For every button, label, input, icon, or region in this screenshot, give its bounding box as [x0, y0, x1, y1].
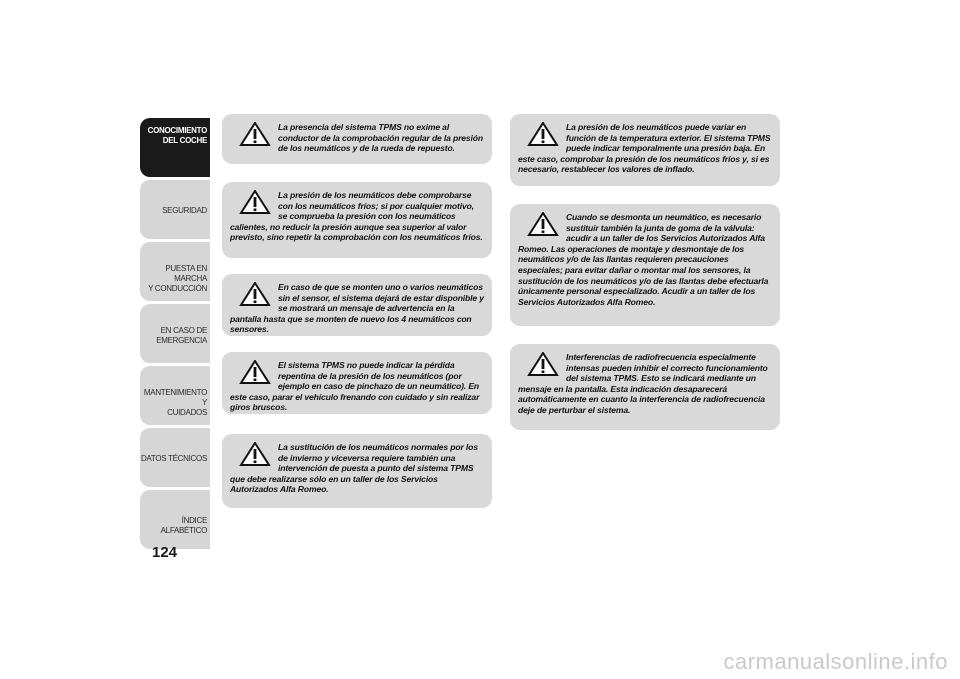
- warning-triangle-icon: [238, 360, 272, 384]
- warning-triangle-icon: [526, 352, 560, 376]
- warning-triangle-icon: [238, 190, 272, 214]
- warning-text: La presencia del sistema TPMS no exime al conductor de la comprobación regular de la presión de los neumáticos y de la rueda de repuesto.: [278, 122, 483, 154]
- tab-seguridad[interactable]: [140, 180, 210, 239]
- warning-triangle-icon: [238, 122, 272, 146]
- warning-triangle-icon: [526, 122, 560, 146]
- tab-indice-alfabetico[interactable]: [140, 490, 210, 549]
- warning-box: [222, 434, 492, 508]
- warning-text: Cuando se desmonta un neumático, es necesario sustituir también la junta de goma de la válvula: acudir a un taller de los Servicios Autorizados Alfa Romeo. Las operaciones de montaje y desmontaje de los neumáticos y/o de las llantas requieren precauciones especiales; para evitar dañar o montar mal los sensores, la sustitución de los neumáticos y/o de las llantas debe efectuarla únicamente personal especializado. Acudir a un taller de los Servicios Autorizados Alfa Romeo.: [518, 212, 769, 307]
- tab-en-caso-de-emergencia[interactable]: [140, 304, 210, 363]
- warning-text: El sistema TPMS no puede indicar la pérdida repentina de la presión de los neumáticos (por ejemplo en caso de pinchazo de un neumático). En este caso, parar el vehículo frenando con cuidado y sin realizar giros bruscos.: [230, 360, 480, 413]
- warning-text: La presión de los neumáticos puede variar en función de la temperatura exterior. El sistema TPMS puede indicar temporalmente una presión baja. En este caso, comprobar la presión de los neumáticos fríos y, si es necesario, restablecer los valores de inflado.: [518, 122, 771, 175]
- tab-label: SEGURIDAD: [162, 206, 207, 215]
- tab-label: PUESTA EN MARCHA Y CONDUCCIÓN: [148, 264, 207, 293]
- warning-triangle-icon: [526, 212, 560, 236]
- warning-text: En caso de que se monten uno o varios neumáticos sin el sensor, el sistema dejará de estar disponible y se mostrará un mensaje de advertencia en la pantalla hasta que se monten de nuevo los 4 neumáticos con sensores.: [230, 282, 484, 335]
- tab-mantenimiento-y-cuidados[interactable]: [140, 366, 210, 425]
- warning-triangle-icon: [238, 282, 272, 306]
- tab-label: DATOS TÉCNICOS: [140, 454, 207, 463]
- warning-box: [222, 114, 492, 164]
- warning-box: [222, 352, 492, 414]
- warning-text: Interferencias de radiofrecuencia especialmente intensas pueden inhibir el correcto funcionamiento del sistema TPMS. Esto se indicará mediante un mensaje en la pantalla. Esta indicación desaparecerá automáticamente en cuanto la interferencia de radiofrecuencia deje de perturbar el sistema.: [518, 352, 768, 415]
- warning-box: [222, 182, 492, 258]
- warning-box: [510, 114, 780, 186]
- watermark: carmanualsonline.info: [723, 649, 948, 674]
- tab-label: EN CASO DE EMERGENCIA: [156, 326, 207, 345]
- warning-triangle-icon: [238, 442, 272, 466]
- tab-label: ÍNDICE ALFABÉTICO: [160, 516, 207, 535]
- tab-label: CONOCIMIENTO DEL COCHE: [147, 126, 207, 145]
- tab-label: MANTENIMIENTO Y CUIDADOS: [143, 388, 207, 417]
- warning-box: [510, 204, 780, 326]
- tab-datos-tecnicos[interactable]: [140, 428, 210, 487]
- warning-box: [222, 274, 492, 336]
- page-number: 124: [152, 544, 178, 561]
- tab-puesta-en-marcha[interactable]: [140, 242, 210, 301]
- tab-conocimiento-del-coche[interactable]: [140, 118, 210, 177]
- warning-text: La presión de los neumáticos debe comprobarse con los neumáticos fríos; si por cualquier motivo, se comprueba la presión con los neumáticos calientes, no reducir la presión aunque sea superior al valor previsto, sino repetir la comprobación con los neumáticos fríos.: [230, 190, 483, 243]
- warning-text: La sustitución de los neumáticos normales por los de invierno y viceversa requiere también una intervención de puesta a punto del sistema TPMS que debe realizarse sólo en un taller de los Servicios Autorizados Alfa Romeo.: [230, 442, 478, 495]
- warning-box: [510, 344, 780, 430]
